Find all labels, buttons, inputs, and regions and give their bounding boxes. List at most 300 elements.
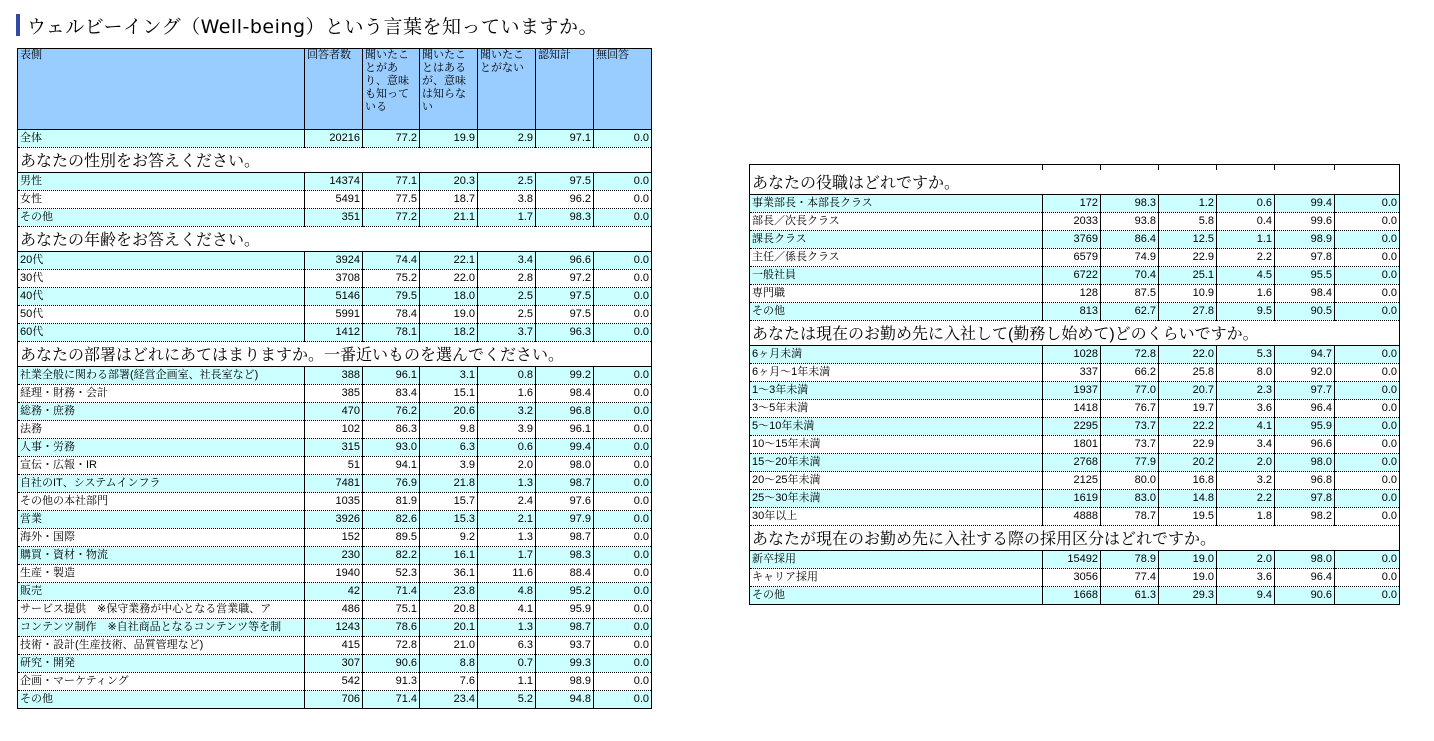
cell-value: 0.0 bbox=[1335, 267, 1400, 285]
table-row bbox=[750, 490, 1400, 508]
row-label: 60代 bbox=[18, 324, 305, 342]
cell-value: 0.0 bbox=[594, 270, 652, 288]
row-label: 自社のIT、システムインフラ bbox=[18, 475, 305, 493]
cell-value: 96.6 bbox=[1275, 436, 1335, 454]
cell-value: 92.0 bbox=[1275, 364, 1335, 382]
cell-value: 74.9 bbox=[1101, 249, 1159, 267]
cell-value: 385 bbox=[305, 385, 363, 403]
cell-value: 4.1 bbox=[478, 601, 536, 619]
cell-value: 97.7 bbox=[1275, 382, 1335, 400]
cell-value: 1.2 bbox=[1159, 195, 1217, 213]
row-label: キャリア採用 bbox=[750, 569, 1043, 587]
cell-value: 8.8 bbox=[420, 655, 478, 673]
row-label: 30代 bbox=[18, 270, 305, 288]
cell-value: 97.5 bbox=[536, 306, 594, 324]
cell-value: 0.0 bbox=[594, 173, 652, 191]
row-label: コンテンツ制作 ※自社商品となるコンテンツ等を制 bbox=[18, 619, 305, 637]
table-row bbox=[18, 493, 652, 511]
section-title: あなたは現在のお勤め先に入社して(勤務し始めて)どのくらいですか。 bbox=[750, 321, 1400, 346]
cell-value: 83.0 bbox=[1101, 490, 1159, 508]
table-row bbox=[18, 547, 652, 565]
section-header-row bbox=[750, 526, 1400, 551]
cell-value: 542 bbox=[305, 673, 363, 691]
cell-value: 98.0 bbox=[1275, 454, 1335, 472]
cell-value: 72.8 bbox=[1101, 346, 1159, 364]
cell-value: 73.7 bbox=[1101, 436, 1159, 454]
cell-value: 388 bbox=[305, 367, 363, 385]
cell-value: 0.4 bbox=[1217, 213, 1275, 231]
cell-value: 96.2 bbox=[536, 191, 594, 209]
cell-value: 1.1 bbox=[1217, 231, 1275, 249]
cell-value: 0.0 bbox=[594, 493, 652, 511]
cell-value: 0.0 bbox=[1335, 551, 1400, 569]
table-row bbox=[18, 421, 652, 439]
cell-value: 0.0 bbox=[594, 529, 652, 547]
cell-value: 0.0 bbox=[1335, 472, 1400, 490]
cell-value: 20.7 bbox=[1159, 382, 1217, 400]
table-row bbox=[18, 385, 652, 403]
cell-value: 98.7 bbox=[536, 475, 594, 493]
cell-value: 0.0 bbox=[594, 547, 652, 565]
cell-value: 78.1 bbox=[363, 324, 420, 342]
cell-value: 0.0 bbox=[1335, 587, 1400, 605]
table-row bbox=[750, 508, 1400, 526]
section-header-row bbox=[750, 321, 1400, 346]
cell-value: 3.9 bbox=[420, 457, 478, 475]
cell-value: 6.3 bbox=[478, 637, 536, 655]
cell-value: 98.2 bbox=[1275, 508, 1335, 526]
cell-value: 2033 bbox=[1043, 213, 1101, 231]
cell-value: 3769 bbox=[1043, 231, 1101, 249]
cell-value: 706 bbox=[305, 691, 363, 709]
table-row bbox=[750, 569, 1400, 587]
section-title: あなたの部署はどれにあてはまりますか。一番近いものを選んでください。 bbox=[18, 342, 652, 367]
cell-value: 73.7 bbox=[1101, 418, 1159, 436]
cell-value: 0.0 bbox=[1335, 400, 1400, 418]
cell-value: 79.5 bbox=[363, 288, 420, 306]
right-crosstab-table bbox=[749, 164, 1400, 605]
cell-value: 78.4 bbox=[363, 306, 420, 324]
cell-value: 0.0 bbox=[1335, 508, 1400, 526]
cell-value: 3.4 bbox=[478, 252, 536, 270]
page-title-block bbox=[16, 12, 598, 38]
row-label: 技術・設計(生産技術、品質管理など) bbox=[18, 637, 305, 655]
table-row bbox=[18, 306, 652, 324]
cell-value: 95.9 bbox=[536, 601, 594, 619]
cell-value: 1.7 bbox=[478, 209, 536, 227]
cell-value: 96.1 bbox=[536, 421, 594, 439]
cell-value: 29.3 bbox=[1159, 587, 1217, 605]
cell-value: 36.1 bbox=[420, 565, 478, 583]
table-row bbox=[18, 637, 652, 655]
cell-value: 97.2 bbox=[536, 270, 594, 288]
cell-value: 5991 bbox=[305, 306, 363, 324]
cell-value: 76.9 bbox=[363, 475, 420, 493]
cell-value: 1801 bbox=[1043, 436, 1101, 454]
cell-value: 315 bbox=[305, 439, 363, 457]
table-row bbox=[18, 367, 652, 385]
table-row bbox=[18, 529, 652, 547]
row-label: 全体 bbox=[18, 130, 305, 148]
cell-value: 0.0 bbox=[594, 403, 652, 421]
table-row bbox=[750, 267, 1400, 285]
row-label: その他 bbox=[18, 691, 305, 709]
cell-value: 16.1 bbox=[420, 547, 478, 565]
cell-value: 4.5 bbox=[1217, 267, 1275, 285]
cell-value: 3.2 bbox=[1217, 472, 1275, 490]
section-title: あなたの性別をお答えください。 bbox=[18, 148, 652, 173]
cell-value: 0.0 bbox=[594, 601, 652, 619]
row-label: 研究・開発 bbox=[18, 655, 305, 673]
cell-value: 128 bbox=[1043, 285, 1101, 303]
cell-value: 0.0 bbox=[1335, 285, 1400, 303]
cell-value: 99.2 bbox=[536, 367, 594, 385]
cell-value: 90.6 bbox=[363, 655, 420, 673]
cell-value: 0.0 bbox=[1335, 346, 1400, 364]
cell-value: 0.0 bbox=[594, 655, 652, 673]
cell-value: 52.3 bbox=[363, 565, 420, 583]
left-crosstab-table bbox=[17, 48, 652, 709]
cell-value: 82.6 bbox=[363, 511, 420, 529]
cell-value: 9.8 bbox=[420, 421, 478, 439]
cell-value: 19.7 bbox=[1159, 400, 1217, 418]
table-row bbox=[18, 439, 652, 457]
table-row bbox=[750, 436, 1400, 454]
cell-value: 351 bbox=[305, 209, 363, 227]
cell-value: 9.4 bbox=[1217, 587, 1275, 605]
title-accent-bar bbox=[16, 14, 20, 36]
cell-value: 15.7 bbox=[420, 493, 478, 511]
row-label: 法務 bbox=[18, 421, 305, 439]
cell-value: 0.0 bbox=[594, 583, 652, 601]
cell-value: 0.0 bbox=[594, 673, 652, 691]
cell-value: 95.5 bbox=[1275, 267, 1335, 285]
cell-value: 77.9 bbox=[1101, 454, 1159, 472]
cell-value: 1619 bbox=[1043, 490, 1101, 508]
cell-value: 22.0 bbox=[1159, 346, 1217, 364]
cell-value: 76.2 bbox=[363, 403, 420, 421]
table-row bbox=[750, 418, 1400, 436]
cell-value: 97.5 bbox=[536, 288, 594, 306]
row-label: 社業全般に関わる部署(経営企画室、社長室など) bbox=[18, 367, 305, 385]
row-label: 部長／次長クラス bbox=[750, 213, 1043, 231]
table-row bbox=[750, 454, 1400, 472]
cell-value: 99.4 bbox=[536, 439, 594, 457]
cell-value: 81.9 bbox=[363, 493, 420, 511]
cell-value: 0.0 bbox=[1335, 569, 1400, 587]
cell-value: 2.8 bbox=[478, 270, 536, 288]
cell-value: 72.8 bbox=[363, 637, 420, 655]
cell-value: 0.0 bbox=[594, 367, 652, 385]
cell-value: 2.4 bbox=[478, 493, 536, 511]
cell-value: 9.2 bbox=[420, 529, 478, 547]
cell-value: 99.3 bbox=[536, 655, 594, 673]
row-label: 専門職 bbox=[750, 285, 1043, 303]
cell-value: 77.1 bbox=[363, 173, 420, 191]
cell-value: 0.0 bbox=[1335, 364, 1400, 382]
cell-value: 1.8 bbox=[1217, 508, 1275, 526]
cell-value: 2.1 bbox=[478, 511, 536, 529]
cell-value: 307 bbox=[305, 655, 363, 673]
cell-value: 20216 bbox=[305, 130, 363, 148]
cell-value: 25.1 bbox=[1159, 267, 1217, 285]
cell-value: 2.0 bbox=[1217, 551, 1275, 569]
cell-value: 1.3 bbox=[478, 475, 536, 493]
cell-value: 75.1 bbox=[363, 601, 420, 619]
cell-value: 0.0 bbox=[594, 457, 652, 475]
cell-value: 1412 bbox=[305, 324, 363, 342]
cell-value: 0.0 bbox=[594, 252, 652, 270]
cell-value: 76.7 bbox=[1101, 400, 1159, 418]
cell-value: 27.8 bbox=[1159, 303, 1217, 321]
cell-value: 78.6 bbox=[363, 619, 420, 637]
cell-value: 3.1 bbox=[420, 367, 478, 385]
row-label: 6ヶ月未満 bbox=[750, 346, 1043, 364]
row-label: 新卒採用 bbox=[750, 551, 1043, 569]
cell-value: 90.6 bbox=[1275, 587, 1335, 605]
cell-value: 77.2 bbox=[363, 130, 420, 148]
cell-value: 98.9 bbox=[1275, 231, 1335, 249]
cell-value: 0.0 bbox=[594, 421, 652, 439]
cell-value: 93.7 bbox=[536, 637, 594, 655]
cell-value: 80.0 bbox=[1101, 472, 1159, 490]
cell-value: 0.0 bbox=[594, 306, 652, 324]
cell-value: 0.7 bbox=[478, 655, 536, 673]
table-row bbox=[18, 209, 652, 227]
cell-value: 98.3 bbox=[1101, 195, 1159, 213]
cell-value: 90.5 bbox=[1275, 303, 1335, 321]
cell-value: 97.9 bbox=[536, 511, 594, 529]
table-row bbox=[750, 213, 1400, 231]
cell-value: 102 bbox=[305, 421, 363, 439]
table-row bbox=[18, 252, 652, 270]
cell-value: 71.4 bbox=[363, 583, 420, 601]
cell-value: 95.9 bbox=[1275, 418, 1335, 436]
cell-value: 2.2 bbox=[1217, 249, 1275, 267]
cell-value: 3.2 bbox=[478, 403, 536, 421]
row-label: 営業 bbox=[18, 511, 305, 529]
cell-value: 96.4 bbox=[1275, 400, 1335, 418]
cell-value: 11.6 bbox=[478, 565, 536, 583]
cell-value: 87.5 bbox=[1101, 285, 1159, 303]
cell-value: 70.4 bbox=[1101, 267, 1159, 285]
cell-value: 96.8 bbox=[536, 403, 594, 421]
total-row bbox=[18, 130, 652, 148]
cell-value: 18.7 bbox=[420, 191, 478, 209]
cell-value: 89.5 bbox=[363, 529, 420, 547]
row-label: 購買・資材・物流 bbox=[18, 547, 305, 565]
cell-value: 20.1 bbox=[420, 619, 478, 637]
cell-value: 23.8 bbox=[420, 583, 478, 601]
row-label: 5～10年未満 bbox=[750, 418, 1043, 436]
row-label: 10～15年未満 bbox=[750, 436, 1043, 454]
cell-value: 3924 bbox=[305, 252, 363, 270]
cell-value: 1.3 bbox=[478, 529, 536, 547]
cell-value: 5.2 bbox=[478, 691, 536, 709]
table-row bbox=[18, 403, 652, 421]
cell-value: 0.0 bbox=[594, 691, 652, 709]
cell-value: 0.0 bbox=[1335, 382, 1400, 400]
row-label: 一般社員 bbox=[750, 267, 1043, 285]
cell-value: 12.5 bbox=[1159, 231, 1217, 249]
cell-value: 97.8 bbox=[1275, 490, 1335, 508]
cell-value: 0.6 bbox=[478, 439, 536, 457]
cell-value: 0.0 bbox=[594, 130, 652, 148]
cell-value: 75.2 bbox=[363, 270, 420, 288]
cell-value: 78.9 bbox=[1101, 551, 1159, 569]
cell-value: 3926 bbox=[305, 511, 363, 529]
cell-value: 51 bbox=[305, 457, 363, 475]
table-row bbox=[18, 655, 652, 673]
row-label: 企画・マーケティング bbox=[18, 673, 305, 691]
cell-value: 4.1 bbox=[1217, 418, 1275, 436]
cell-value: 230 bbox=[305, 547, 363, 565]
row-label: 宣伝・広報・IR bbox=[18, 457, 305, 475]
section-header-row bbox=[18, 148, 652, 173]
table-row bbox=[18, 173, 652, 191]
cell-value: 0.6 bbox=[1217, 195, 1275, 213]
cell-value: 0.0 bbox=[1335, 454, 1400, 472]
cell-value: 2.5 bbox=[478, 173, 536, 191]
cell-value: 98.7 bbox=[536, 619, 594, 637]
cell-value: 94.8 bbox=[536, 691, 594, 709]
cell-value: 0.0 bbox=[594, 324, 652, 342]
cell-value: 0.8 bbox=[478, 367, 536, 385]
cell-value: 71.4 bbox=[363, 691, 420, 709]
section-title: あなたの年齢をお答えください。 bbox=[18, 227, 652, 252]
cell-value: 5491 bbox=[305, 191, 363, 209]
cell-value: 0.0 bbox=[1335, 436, 1400, 454]
cell-value: 2125 bbox=[1043, 472, 1101, 490]
cell-value: 8.0 bbox=[1217, 364, 1275, 382]
table-row bbox=[18, 565, 652, 583]
table-row bbox=[18, 511, 652, 529]
cell-value: 19.9 bbox=[420, 130, 478, 148]
table-row bbox=[750, 303, 1400, 321]
cell-value: 96.4 bbox=[1275, 569, 1335, 587]
cell-value: 0.0 bbox=[594, 619, 652, 637]
cell-value: 3.8 bbox=[478, 191, 536, 209]
cell-value: 0.0 bbox=[594, 288, 652, 306]
cell-value: 0.0 bbox=[594, 191, 652, 209]
cell-value: 1.3 bbox=[478, 619, 536, 637]
cell-value: 97.1 bbox=[536, 130, 594, 148]
cell-value: 20.8 bbox=[420, 601, 478, 619]
cell-value: 0.0 bbox=[1335, 231, 1400, 249]
cell-value: 21.8 bbox=[420, 475, 478, 493]
cell-value: 19.5 bbox=[1159, 508, 1217, 526]
cell-value: 1035 bbox=[305, 493, 363, 511]
cell-value: 0.0 bbox=[594, 511, 652, 529]
cell-value: 2.5 bbox=[478, 288, 536, 306]
row-label: 20代 bbox=[18, 252, 305, 270]
section-title: あなたの役職はどれですか。 bbox=[750, 170, 1400, 195]
table-row bbox=[18, 619, 652, 637]
cell-value: 98.0 bbox=[1275, 551, 1335, 569]
page-title: ウェルビーイング（Well-being）という言葉を知っていますか。 bbox=[27, 15, 599, 38]
section-header-row bbox=[18, 342, 652, 367]
table-row bbox=[18, 191, 652, 209]
row-label: その他 bbox=[750, 303, 1043, 321]
row-label: 1～3年未満 bbox=[750, 382, 1043, 400]
cell-value: 3.6 bbox=[1217, 400, 1275, 418]
cell-value: 470 bbox=[305, 403, 363, 421]
row-label: 30年以上 bbox=[750, 508, 1043, 526]
row-label: 15～20年未満 bbox=[750, 454, 1043, 472]
cell-value: 93.8 bbox=[1101, 213, 1159, 231]
cell-value: 19.0 bbox=[420, 306, 478, 324]
cell-value: 5146 bbox=[305, 288, 363, 306]
cell-value: 14374 bbox=[305, 173, 363, 191]
cell-value: 77.0 bbox=[1101, 382, 1159, 400]
cell-value: 86.3 bbox=[363, 421, 420, 439]
row-label: 主任／係長クラス bbox=[750, 249, 1043, 267]
cell-value: 2295 bbox=[1043, 418, 1101, 436]
cell-value: 22.9 bbox=[1159, 436, 1217, 454]
header-label: 表側 bbox=[18, 49, 305, 130]
cell-value: 1243 bbox=[305, 619, 363, 637]
cell-value: 22.2 bbox=[1159, 418, 1217, 436]
cell-value: 98.0 bbox=[536, 457, 594, 475]
cell-value: 25.8 bbox=[1159, 364, 1217, 382]
section-title: あなたが現在のお勤め先に入社する際の採用区分はどれですか。 bbox=[750, 526, 1400, 551]
cell-value: 4888 bbox=[1043, 508, 1101, 526]
cell-value: 7.6 bbox=[420, 673, 478, 691]
cell-value: 15.1 bbox=[420, 385, 478, 403]
cell-value: 0.0 bbox=[1335, 418, 1400, 436]
table-row bbox=[18, 324, 652, 342]
column-header: 聞いたことがあり、意味も知っている bbox=[363, 49, 420, 130]
cell-value: 20.2 bbox=[1159, 454, 1217, 472]
table-row bbox=[750, 249, 1400, 267]
table-row bbox=[750, 400, 1400, 418]
column-header: 聞いたことがない bbox=[478, 49, 536, 130]
cell-value: 98.4 bbox=[1275, 285, 1335, 303]
column-header: 回答者数 bbox=[305, 49, 363, 130]
cell-value: 66.2 bbox=[1101, 364, 1159, 382]
table-row bbox=[750, 382, 1400, 400]
cell-value: 15492 bbox=[1043, 551, 1101, 569]
table-row bbox=[18, 673, 652, 691]
cell-value: 415 bbox=[305, 637, 363, 655]
cell-value: 0.0 bbox=[1335, 303, 1400, 321]
cell-value: 0.0 bbox=[594, 385, 652, 403]
cell-value: 1937 bbox=[1043, 382, 1101, 400]
cell-value: 20.3 bbox=[420, 173, 478, 191]
cell-value: 96.8 bbox=[1275, 472, 1335, 490]
cell-value: 3708 bbox=[305, 270, 363, 288]
row-label: その他 bbox=[18, 209, 305, 227]
cell-value: 1.6 bbox=[1217, 285, 1275, 303]
cell-value: 2.0 bbox=[478, 457, 536, 475]
table-row bbox=[18, 691, 652, 709]
cell-value: 152 bbox=[305, 529, 363, 547]
table-row bbox=[750, 551, 1400, 569]
cell-value: 42 bbox=[305, 583, 363, 601]
cell-value: 10.9 bbox=[1159, 285, 1217, 303]
cell-value: 20.6 bbox=[420, 403, 478, 421]
cell-value: 3.6 bbox=[1217, 569, 1275, 587]
section-header-row bbox=[18, 227, 652, 252]
cell-value: 3.4 bbox=[1217, 436, 1275, 454]
table-row bbox=[18, 601, 652, 619]
cell-value: 95.2 bbox=[536, 583, 594, 601]
section-header-row bbox=[750, 170, 1400, 195]
cell-value: 82.2 bbox=[363, 547, 420, 565]
table-row bbox=[18, 270, 652, 288]
cell-value: 7481 bbox=[305, 475, 363, 493]
cell-value: 97.5 bbox=[536, 173, 594, 191]
